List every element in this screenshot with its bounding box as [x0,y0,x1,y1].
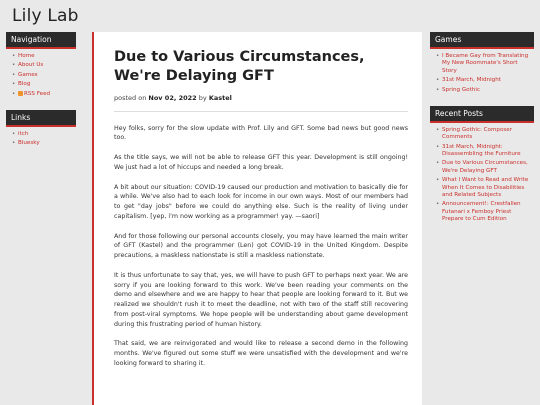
site-title[interactable]: Lily Lab [12,6,79,26]
post-meta-by: by [198,93,207,102]
recent-post-item[interactable]: • Announcement!: Crestfallen Futanari x Femboy Priest Prepare to Cum Edition [436,201,531,223]
post-divider [114,111,408,112]
post-paragraph: And for those following our personal accounts closely, you may have learned the main writer of GFT (Kastel) and the programmer (Len) got COVID-19 in the United Kingdom. Despite precautions, a maskless nationstate is still a maskless nationstate. [114,232,408,260]
post-title: Due to Various Circumstances, We're Delaying GFT [114,49,365,84]
nav-item-home[interactable]: • Home [12,53,73,60]
recent-posts-widget-title: Recent Posts [430,106,534,123]
games-list [436,53,531,94]
recent-post-item[interactable]: • Spring Gothic: Composer Comments [436,127,531,142]
nav-item-about-us[interactable]: • About Us [12,62,73,69]
navigation-widget-title: Navigation [6,32,76,49]
game-item[interactable]: • Spring Gothic [436,87,531,94]
links-widget-title: Links [6,110,76,127]
post-paragraph: As the title says, we will not be able to release GFT this year. Development is still ongoing! We just had a lot of hiccups and needed a long break. [114,154,408,171]
games-widget [430,32,534,98]
recent-posts-widget [430,106,534,228]
post-paragraph: That said, we are reinvigorated and would like to release a second demo in the following months. We've figured out some stuff we were unsatisfied with the development and we're looking forward to sharing it. [114,340,408,367]
recent-post-item[interactable]: • What I Want to Read and Write When It Comes to Disabilities and Related Subjects [436,177,531,199]
post-body [114,124,408,369]
post-meta-prefix: posted on [114,93,147,102]
post-paragraph: A bit about our situation: COVID-19 caused our production and motivation to basically die for a while. We've also had to each look for income in our own ways. Most of our members had to get "day jobs" before we could do anything else. Such is the reality of living under capitalism. [yep, i'm now working as a programmer! yay. —saori] [114,183,408,220]
post-content [92,32,422,405]
nav-item-games[interactable]: • Games [12,72,73,79]
recent-posts-list [436,127,531,224]
recent-post-item[interactable]: • 31st March, Midnight: Disassembling the Furniture [436,144,531,159]
navigation-list [12,53,73,98]
right-sidebar [430,32,534,235]
link-item-itch[interactable]: • itch [12,131,73,138]
rss-icon [18,91,23,96]
post-paragraph: It is thus unfortunate to say that, yes, we will have to push GFT to perhaps next year. We are sorry if you are looking forward to this work. We've been reading your comments on the demo and elsewhere and we are happy to hear that people are looking forward to it. But we realized we shouldn't rush it to meet the deadline, not with two of the staff still recovering from post-viral symptoms. We hope people will be understanding about game development during this frustrating period of human history. [114,271,408,328]
nav-item-rss-feed[interactable] [12,91,73,98]
game-item[interactable]: • 31st March, Midnight [436,77,531,84]
game-item[interactable]: • I Became Gay from Translating My New Roommate's Short Story [436,53,531,75]
link-item-bluesky[interactable]: • Bluesky [12,140,73,147]
nav-item-blog[interactable]: • Blog [12,81,73,88]
recent-post-item[interactable]: • Due to Various Circumstances, We're Delaying GFT [436,160,531,175]
links-widget [6,110,76,152]
post-meta [114,94,408,102]
nav-item-rss-label: RSS Feed [24,90,51,97]
post-paragraph: Hey folks, sorry for the slow update with Prof. Lily and GFT. Some bad news but good news too. [114,124,408,142]
left-sidebar [6,32,76,160]
games-widget-title: Games [430,32,534,49]
navigation-widget [6,32,76,102]
links-list [12,131,73,148]
post-author[interactable]: Kastel [208,93,232,102]
post-date: Nov 02, 2022 [148,93,197,102]
